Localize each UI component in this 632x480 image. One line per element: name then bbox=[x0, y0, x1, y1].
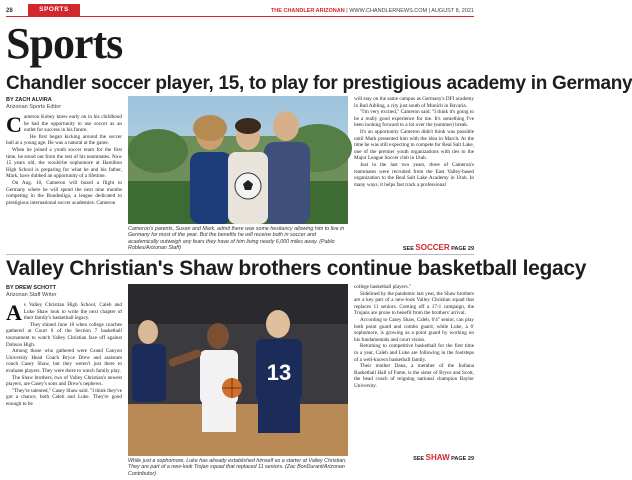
story1-paragraph: "I'm very excited," Cameron said. "I think it's going to be a really good experience for me. It's something I've been looking forward to a lot over the (summer) break. bbox=[354, 109, 474, 129]
story1-paragraph: When he joined a youth soccer team for the first time, he stood out from the rest of his teammates. Now 15 years old, the would-be sophomore at Hamilton High School is preparing for what he and his father, Mark, have dubbed an opportunity of a lifetime. bbox=[6, 146, 122, 180]
story2-paragraph: Sidelined by the pandemic last year, the Shaw brothers are a key part of a new-look Valley Christian squad that replaces 11 seniors. Coming off a 17-1 campaign, the Trojans are prone to benefit from the brothers' arrival. bbox=[354, 290, 474, 317]
website: WWW.CHANDLERNEWS.COM bbox=[349, 8, 428, 14]
photo-credit: (Pablo Robles/Arizonan Staff) bbox=[128, 238, 335, 252]
story2-byline bbox=[6, 285, 122, 299]
story2-dropcap: A bbox=[6, 300, 22, 325]
story1-col1 bbox=[6, 114, 122, 250]
story2-paragraph: college basketball players." bbox=[354, 284, 411, 290]
story2-col3 bbox=[354, 284, 474, 454]
story-divider bbox=[6, 254, 474, 255]
section-title: Sports bbox=[6, 19, 123, 68]
story1-author: BY ZACH ALVIRA bbox=[6, 97, 52, 103]
section-tab: SPORTS bbox=[28, 4, 80, 16]
story2-paragraph: The Shaw brothers, two of Valley Christian's newest players, are Casey's sons and Drew's nephews. bbox=[6, 374, 122, 388]
story2-paragraph: Returning to competitive basketball for the first time in a year, Caleb and Luke are following in the footsteps of a well-known basketball family. bbox=[354, 343, 474, 363]
story1-headline: Chandler soccer player, 15, to play for prestigious academy in Germany bbox=[6, 73, 632, 94]
jump-see: SEE bbox=[413, 456, 425, 462]
header-info: THE CHANDLER ARIZONAN | WWW.CHANDLERNEWS.COM | AUGUST 8, 2021 bbox=[270, 8, 474, 14]
jump-see: SEE bbox=[402, 246, 414, 252]
story1-author-role: Arizonan Sports Editor bbox=[6, 104, 62, 110]
header-rule bbox=[6, 16, 474, 17]
publication-name: THE CHANDLER ARIZONAN bbox=[270, 8, 345, 14]
jump-page: PAGE 29 bbox=[451, 246, 474, 252]
issue-date: AUGUST 8, 2021 bbox=[431, 8, 474, 14]
story2-col1 bbox=[6, 302, 122, 478]
jump-keyword: SOCCER bbox=[415, 243, 450, 252]
story2-paragraph: Among those who gathered were Grand Canyon University Head Coach Bryce Drew and assistant coach Casey Shaw, but they weren't just there to evaluate players. They were there to watch family play. bbox=[6, 348, 122, 374]
story1-paragraph: He first began kicking around the soccer ball at a young age. He was a natural at the game. bbox=[6, 133, 122, 147]
story1-paragraph: will stay on the same campus as Germany's DFI academy in Bad Aibling, a city just south of Munich in Bavaria. bbox=[354, 96, 474, 109]
svg-text:13: 13 bbox=[266, 360, 292, 385]
story2-jump bbox=[413, 453, 474, 462]
story1-paragraph: ameron Kobey knew early on in his childhood he had the opportunity to use soccer as an outlet for success in his future. bbox=[23, 114, 122, 134]
story2-paragraph: s Valley Christian High School, Caleb and Luke Shaw look to write the next chapter of their family's basketball legacy. bbox=[23, 302, 122, 322]
story2-caption bbox=[128, 458, 348, 477]
story1-paragraph: It's an opportunity Cameron didn't think was possible until Mark presented him with the idea in March. At the time he was still expecting to compete for Real Salt Lake, one of the premier youth organizations with ties to the Major League Soccer club in Utah. bbox=[354, 128, 474, 162]
story1-col3 bbox=[354, 96, 474, 236]
page-number: 28 bbox=[6, 8, 13, 14]
story2-author-role: Arizonan Staff Writer bbox=[6, 292, 57, 298]
story2-photo bbox=[128, 284, 348, 456]
story1-byline bbox=[6, 97, 122, 111]
soccer-family-photo bbox=[128, 96, 348, 224]
story1-paragraph: Just in the last two years, three of Cameron's teammates were recruited from the East Valley-based organization to the Real Salt Lake Academy in Utah. In many ways, it helps fast track a professional bbox=[354, 161, 474, 188]
basketball-game-photo bbox=[128, 284, 348, 456]
story2-headline: Valley Christian's Shaw brothers continue basketball legacy bbox=[6, 257, 587, 280]
story1-photo bbox=[128, 96, 348, 224]
story2-paragraph: "They're talented," Casey Shaw said. "I think they've got a chance, both Caleb and Luke. They're good enough to be bbox=[6, 387, 122, 407]
caption-text: Cameron's parents, Susan and Mark, admit there was some hesitancy allowing him to live in Germany for most of the year. But the benefits he will receive both in soccer and academically outweigh any fears they have of him living nearly 6,000 miles away. bbox=[128, 226, 345, 245]
caption-text: While just a sophomore, Luke has already established himself as a starter at Valley Christian. They are part of a new-look Trojan squad that replaced 11 seniors. bbox=[128, 458, 347, 471]
story1-jump bbox=[403, 243, 474, 252]
story2-paragraph: According to Casey Shaw, Caleb, 6'4" senior, can play both point guard and combo guard, while Luke, a 6' sophomore, is growing as a point guard by working on his fundamentals and court vision. bbox=[354, 316, 474, 343]
story2-author: BY DREW SCHOTT bbox=[6, 285, 57, 291]
story1-paragraph: On Aug. 10, Cameron will board a flight to Germany where he will spend the next nine months competing in the Bundesliga, a league dedicated to prestigious international soccer academies. Cameron bbox=[6, 179, 122, 206]
jump-keyword: SHAW bbox=[425, 453, 450, 462]
jump-page: PAGE 29 bbox=[451, 456, 474, 462]
photo-credit: (Zac BonDurant/Arizonan Contributor) bbox=[128, 464, 345, 477]
story2-paragraph: Their mother Dana, a member of the Indiana Basketball Hall of Fame, is the sister of Bryce and Scott, the head coach of reigning national champion Baylor University. bbox=[354, 363, 474, 389]
story1-dropcap: C bbox=[6, 112, 22, 137]
story1-caption bbox=[128, 226, 348, 252]
story2-paragraph: They shined June 18 when college coaches gathered at Court 6 of the Section 7 basketball tournament to watch Valley Christian face off against Dobson High. bbox=[6, 321, 122, 348]
